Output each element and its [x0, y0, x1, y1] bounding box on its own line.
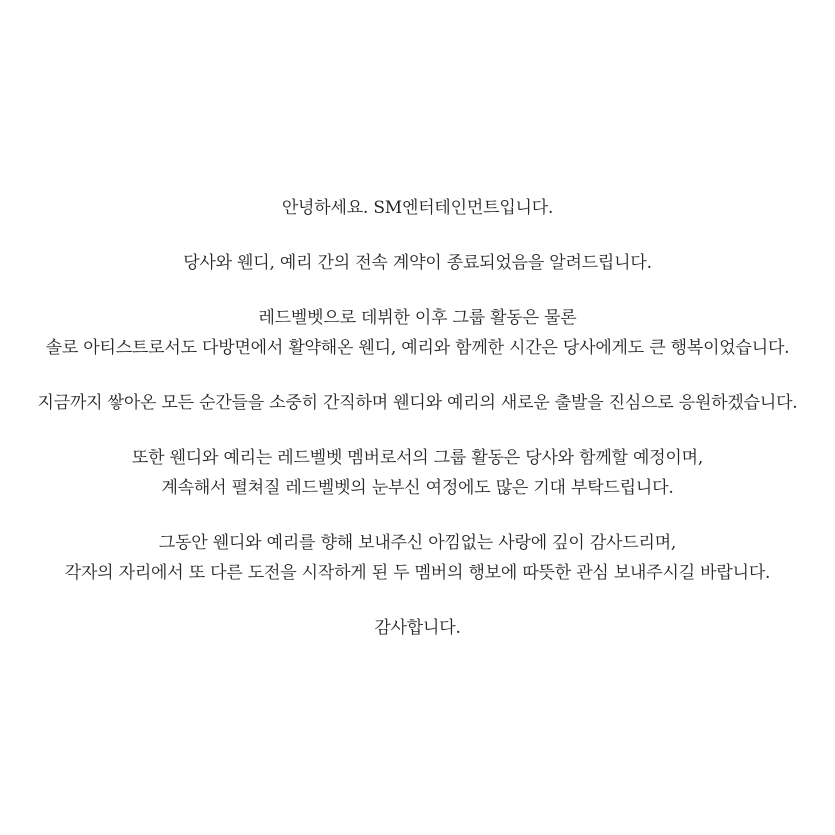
statement-paragraph	[8, 388, 827, 418]
statement-paragraph	[8, 248, 827, 278]
statement-paragraph	[8, 613, 827, 643]
statement-line: 레드벨벳으로 데뷔한 이후 그룹 활동은 물론	[258, 308, 577, 328]
statement-paragraph	[8, 303, 827, 363]
statement-line: 그동안 웬디와 예리를 향해 보내주신 아낌없는 사랑에 깊이 감사드리며,	[158, 533, 677, 553]
statement-paragraph	[8, 528, 827, 588]
statement-line: 또한 웬디와 예리는 레드벨벳 멤버로서의 그룹 활동은 당사와 함께할 예정이며,	[131, 448, 704, 468]
statement-paragraph	[8, 193, 827, 223]
statement-closing-line: 감사합니다.	[374, 618, 461, 638]
statement-paragraph	[8, 443, 827, 503]
statement-line: 안녕하세요. SM엔터테인먼트입니다.	[281, 198, 554, 218]
statement-line: 당사와 웬디, 예리 간의 전속 계약이 종료되었음을 알려드립니다.	[183, 253, 652, 273]
statement-line: 지금까지 쌓아온 모든 순간들을 소중히 간직하며 웬디와 예리의 새로운 출발을 진심으로 응원하겠습니다.	[37, 393, 798, 413]
statement-line: 계속해서 펼쳐질 레드벨벳의 눈부신 여정에도 많은 기대 부탁드립니다.	[161, 478, 674, 498]
statement-line: 각자의 자리에서 또 다른 도전을 시작하게 된 두 멤버의 행보에 따뜻한 관심 보내주시길 바랍니다.	[64, 563, 771, 583]
statement-line: 솔로 아티스트로서도 다방면에서 활약해온 웬디, 예리와 함께한 시간은 당사에게도 큰 행복이었습니다.	[45, 338, 790, 358]
